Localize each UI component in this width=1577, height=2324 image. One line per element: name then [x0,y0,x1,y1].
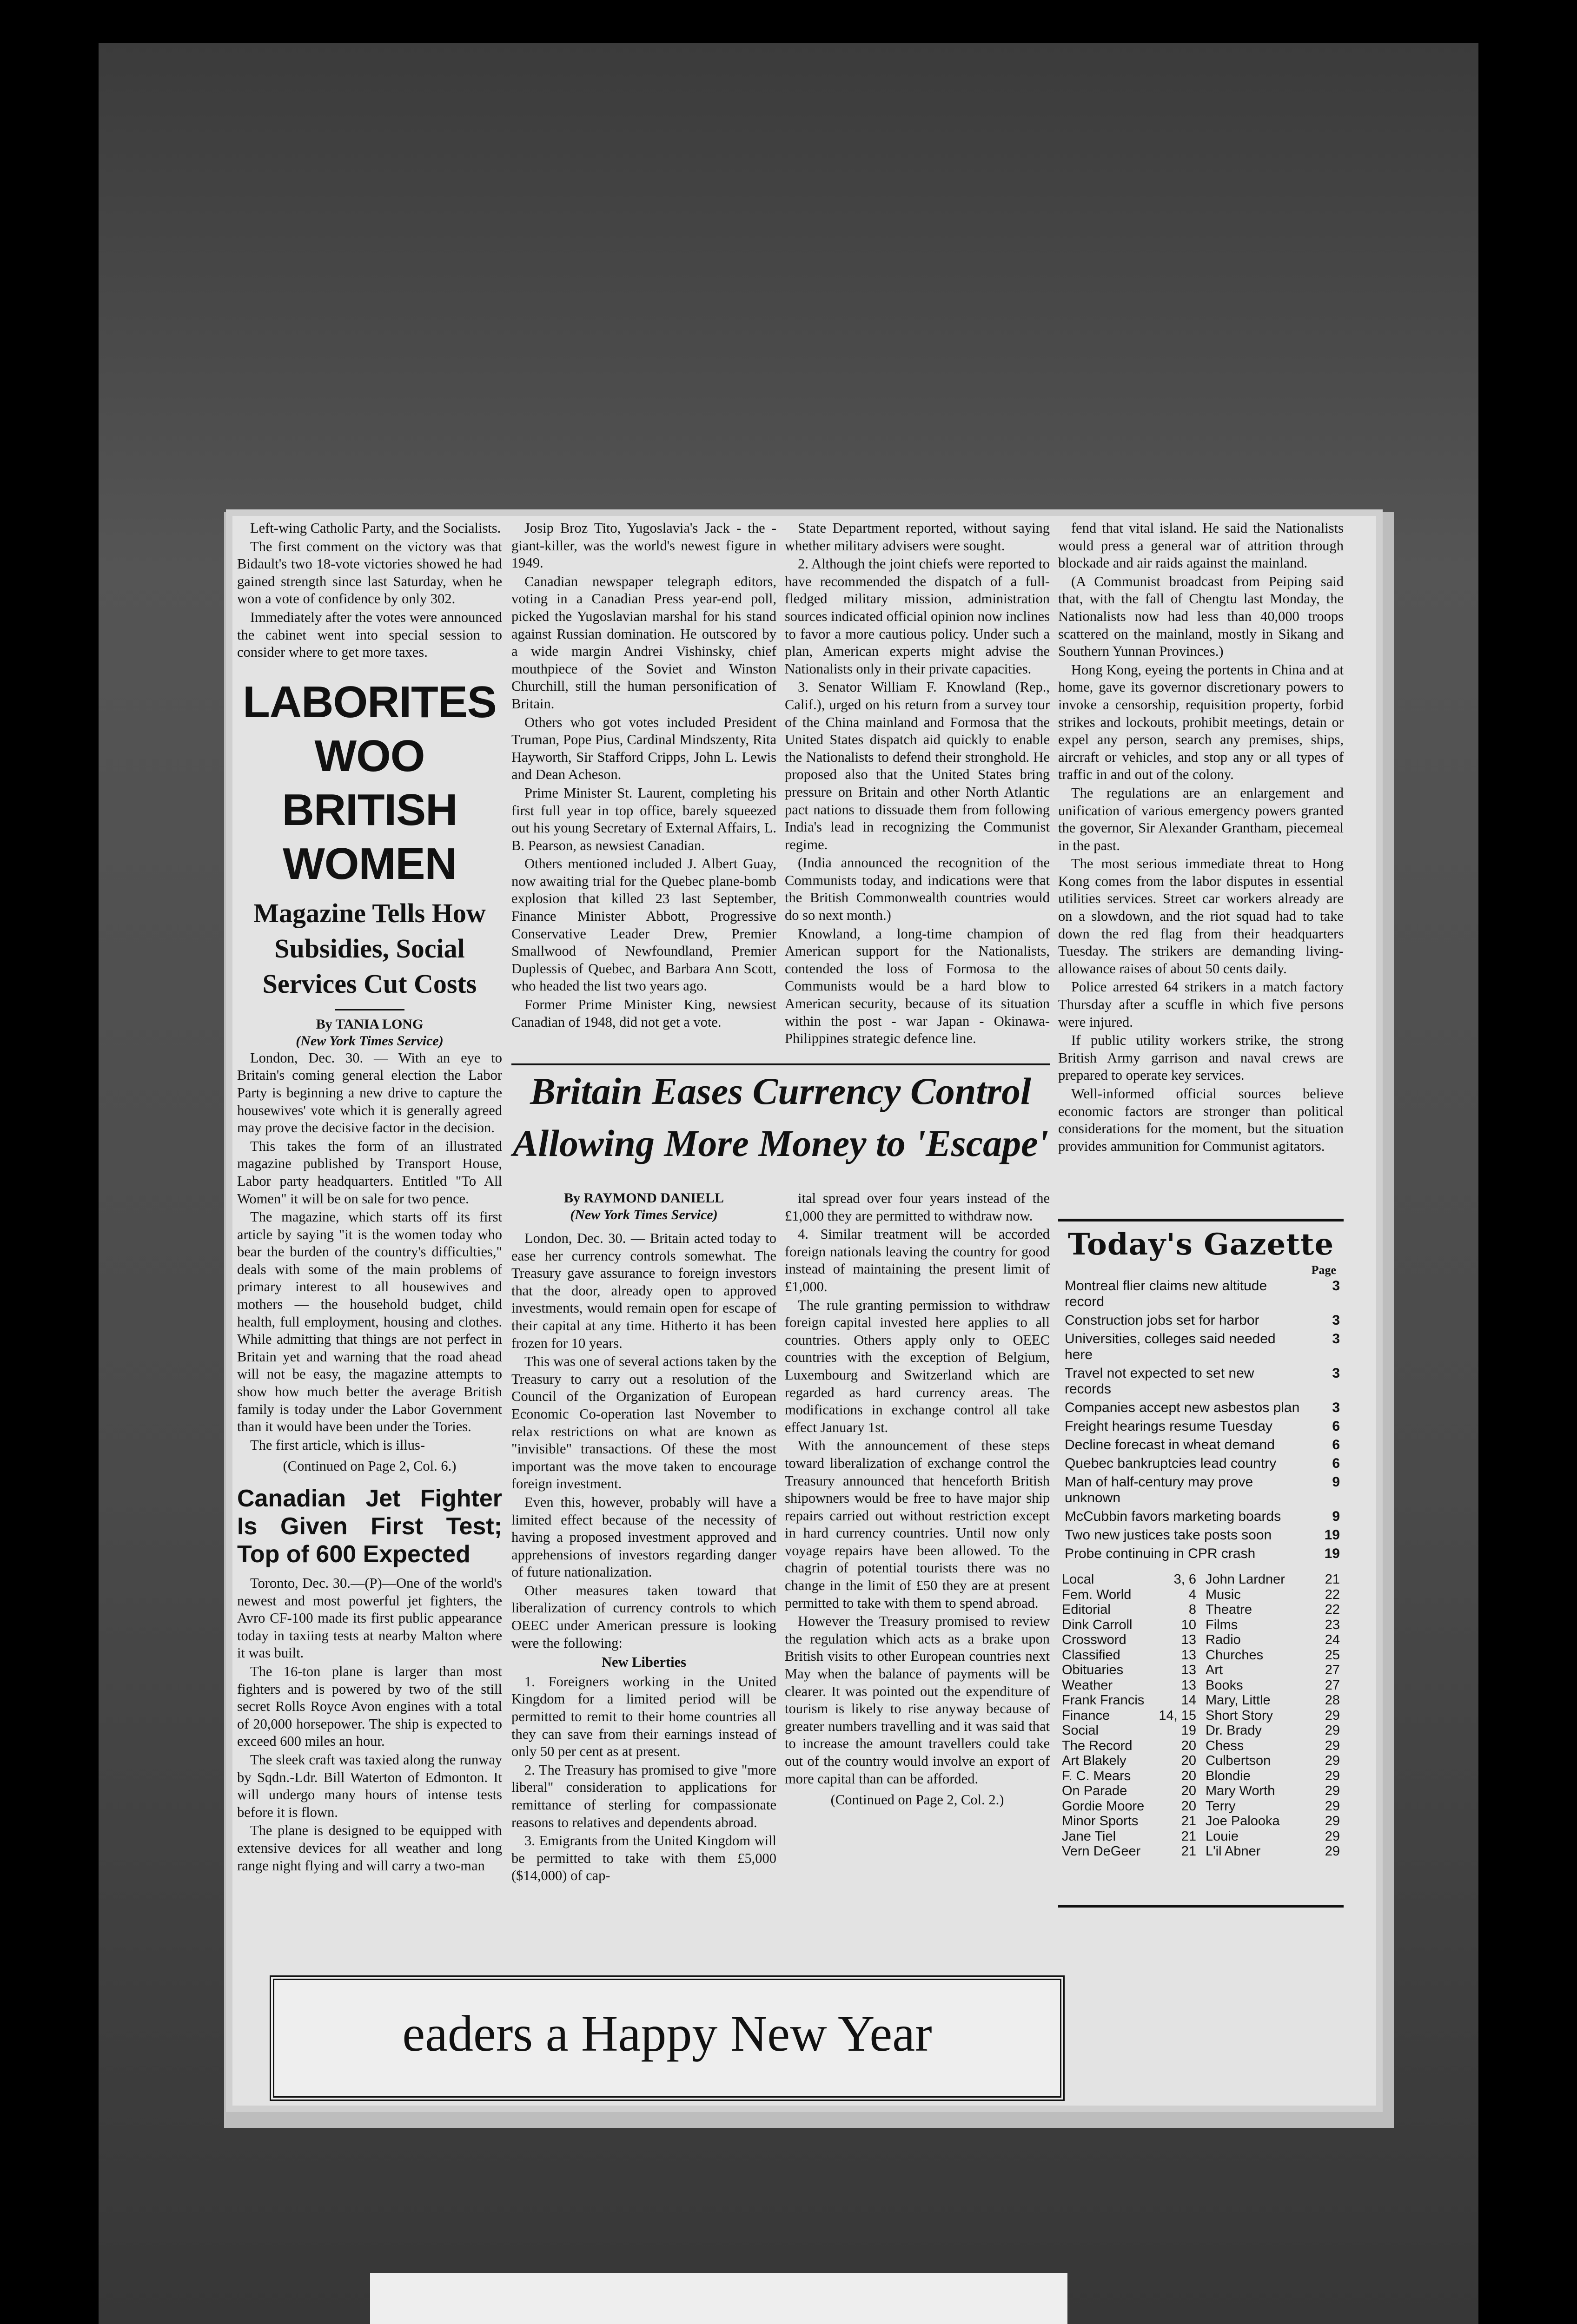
article-paragraph: Others who got votes included President Truman, Pope Pius, Cardinal Mindszenty, Rita Hayworth, Sir Stafford Cripps, John L. Lewis and Dean Acheson. [511,714,776,783]
gazette-item: Probe continuing in CPR crash 19 [1065,1546,1340,1561]
gazette-index-entry: Weather 13 [1062,1677,1196,1693]
gazette-index-entry: Art 27 [1206,1663,1340,1677]
gazette-index-entry: Local 3, 6 [1062,1572,1196,1587]
article-paragraph: Canadian newspaper telegraph editors, voting in a Canadian Press year-end poll, picked the Yugoslavian marshal for his stand against Russian domination. He outscored by a wide margin Andrei Vishinsky, chief mouthpiece of the Soviet and Winston Churchill, still the human personification of Britain. [511,573,776,712]
article-paragraph: fend that vital island. He said the Nationalists would press a general war of attrition through blockade and air raids against the mainland. [1058,520,1344,571]
gazette-index-entry: Art Blakely 20 [1062,1753,1196,1768]
gazette-index-entry: Fem. World 4 [1062,1587,1196,1602]
gazette-item: Universities, colleges said needed here 3 [1065,1331,1340,1362]
article-paragraph: Josip Broz Tito, Yugoslavia's Jack - the - giant-killer, was the world's newest figure in 1949. [511,520,776,571]
currency-body-b [785,1190,1050,1788]
article-paragraph: 3. Emigrants from the United Kingdom will be permitted to take with them £5,000 ($14,000) of cap- [511,1833,776,1884]
gazette-index-entry: John Lardner 21 [1206,1572,1340,1587]
gazette-index-entry: Culbertson 29 [1206,1753,1340,1768]
currency-continued: (Continued on Page 2, Col. 2.) [830,1792,1004,1808]
gazette-index-entry: Gordie Moore 20 [1062,1798,1196,1814]
article-paragraph: Well-informed official sources believe economic factors are stronger than political considerations for the moment, but the situation provides ammunition for Communist agitators. [1058,1086,1344,1154]
gazette-index-entry: Churches 25 [1206,1647,1340,1663]
article-paragraph: (India announced the recognition of the Communists today, and indications were that the British Commonwealth countries would do so next month.) [785,855,1050,924]
article-paragraph: The 16-ton plane is larger than most fighters and is powered by two of the still secret Rolls Royce Avon engines with a total of 20,000 horsepower. The ship is expected to exceed 600 miles an hour. [237,1663,502,1750]
gazette-index-entry: Dink Carroll 10 [1062,1617,1196,1632]
currency-body-a2 [511,1673,776,1885]
article-paragraph: With the announcement of these steps toward liberalization of exchange control the Treasury announced that henceforth British shipowners would be free to have major ship repairs carried out without restriction except in hard currency countries. Until now only voyage repairs have been allowed. To the chagrin of potential tourists there was no change in the limit of £50 they are at present permitted to take with them to spend abroad. [785,1438,1050,1611]
gazette-index-entry: Finance 14, 15 [1062,1708,1196,1723]
currency-body-a [511,1230,776,1652]
gazette-index-entry: Terry 29 [1206,1798,1340,1814]
column-2-top [511,520,776,1060]
gazette-index-entry: Obituaries 13 [1062,1663,1196,1677]
gazette-index-entry: On Parade 20 [1062,1783,1196,1798]
article-paragraph: Knowland, a long-time champion of American support for the Nationalists, contended the loss of Formosa to the Communists would be a hard blow to American security, because of its situation within the post - war Japan - Okinawa-Philippines strategic defence line. [785,925,1050,1047]
gazette-index-entry: F. C. Mears 20 [1062,1768,1196,1783]
gazette-index-entry: Radio 24 [1206,1632,1340,1647]
currency-column-a [511,1190,776,1948]
gazette-index-entry: Chess 29 [1206,1738,1340,1753]
gazette-item: Freight hearings resume Tuesday 6 [1065,1419,1340,1434]
article-paragraph: Prime Minister St. Laurent, completing his first full year in top office, barely squeezed out his young Secretary of External Affairs, L. B. Pearson, as newsiest Canadian. [511,785,776,853]
article-paragraph: However the Treasury promised to review the regulation which acts as a brake upon British visits to other European countries next May when the balance of payments will be clearer. It was pointed out the expenditure of tourism is likely to rise anyway because of greater numbers travelling and it was said that to increase the amount travellers could take out of the country would involve an export of more capital than can be afforded. [785,1613,1050,1787]
article-paragraph: The first article, which is illus- [250,1437,425,1453]
col1-top-story [237,520,502,661]
divider [335,1009,404,1010]
gazette-index-entry: Theatre 22 [1206,1602,1340,1617]
gazette-title: Today's Gazette [1067,1227,1334,1262]
article-paragraph: 4. Similar treatment will be accorded foreign nationals leaving the country for good instead of maintaining the present limit of £1,000. [785,1226,1050,1294]
article-paragraph: Toronto, Dec. 30.—(P)—One of the world's newest and most powerful jet fighters, the Avro CF-100 made its first public appearance today in taxiing tests at nearby Malton where it was built. [237,1575,502,1661]
article-paragraph: If public utility workers strike, the strong British Army garrison and naval crews are prepared to operate key services. [1058,1032,1344,1083]
gazette-index-entry: Crossword 13 [1062,1632,1196,1647]
gazette-index-entry: Films 23 [1206,1617,1340,1632]
gazette-page-label: Page [1311,1263,1336,1277]
article-paragraph: Police arrested 64 strikers in a match factory Thursday after a scuffle in which five persons were injured. [1058,979,1344,1030]
gazette-index-entry: Dr. Brady 29 [1206,1723,1340,1738]
laborites-headline: LABORITES WOO BRITISH WOMEN [243,677,497,889]
article-paragraph: Other measures taken toward that liberalization of currency controls to which OEEC under American pressure is looking were the following: [511,1582,776,1651]
laborites-deck: Magazine Tells How Subsidies, Social Services Cut Costs [253,898,486,999]
article-paragraph: London, Dec. 30. — Britain acted today to ease her currency controls somewhat. The Treasury gave assurance to foreign investors that the door, already open to approved investments, would remain open for escape of their capital at any time. Hitherto it has been frozen for 10 years. [511,1230,776,1351]
article-paragraph: The most serious immediate threat to Hong Kong comes from the labor disputes in essential utilities services. Street car workers already are on a slowdown, and the riot squad had to take down the red flag from their headquarters Tuesday. The strikers are demanding living-allowance raises of about 50 cents daily. [1058,856,1344,977]
gazette-index-entry: Blondie 29 [1206,1768,1340,1783]
film-index-strip [370,2273,1067,2324]
article-paragraph: Immediately after the votes were announced the cabinet went into special session to consider where to get more taxes. [237,609,502,660]
gazette-index-entry: Short Story 29 [1206,1708,1340,1723]
gazette-index-entry: Social 19 [1062,1723,1196,1738]
jet-body [237,1575,502,1875]
article-paragraph: Others mentioned included J. Albert Guay, now awaiting trial for the Quebec plane-bomb explosion that killed 23 last September, Finance Minister Abbott, Progressive Conservative Leader Drew, Premier Smallwood of Newfoundland, Premier Duplessis of Quebec, and Barbara Ann Scott, who headed the list two years ago. [511,856,776,994]
gazette-item: Construction jobs set for harbor 3 [1065,1313,1340,1328]
article-paragraph: Even this, however, probably will have a limited effect because of the necessity of having a proposed investment approved and apprehensions of investors regarding danger of future nationalization. [511,1494,776,1580]
article-paragraph: ital spread over four years instead of the £1,000 they are permitted to withdraw now. [785,1190,1050,1224]
gazette-index-entry: Books 27 [1206,1677,1340,1693]
article-paragraph: 2. The Treasury has promised to give "more liberal" consideration to applications for remittance of sterling for compassionate reasons to relatives and dependents abroad. [511,1762,776,1830]
gazette-index-entry: Frank Francis 14 [1062,1693,1196,1708]
gazette-item: Decline forecast in wheat demand 6 [1065,1437,1340,1452]
article-paragraph: The magazine, which starts off its first article by saying "it is the women today who bear the burden of the country's difficulties," deals with some of the main problems of primary interest to all housewives and mothers — the household budget, child health, full employment, housing and clothes. While admitting that things are not perfect in Britain yet and warning that the road ahead will not be easy, the magazine attempts to show how much better the average British family is today under the Labor Government than it would have been under the Tories. [237,1209,502,1435]
currency-column-b [785,1190,1050,1948]
gazette-item: Travel not expected to set new records 3 [1065,1366,1340,1397]
article-paragraph: The regulations are an enlargement and unification of various emergency powers granted the governor, Sir Alexander Grantham, piecemeal in the past. [1058,785,1344,853]
laborites-service: (New York Times Service) [296,1033,444,1049]
column-4-top [1058,520,1344,1208]
article-paragraph: This was one of several actions taken by the Treasury to carry out a resolution of the Council of the Organization of European Economic Co-operation last November to relax restrictions on what are known as "invisible" transactions. Of these the most important was the move taken to encourage foreign investment. [511,1353,776,1492]
happy-new-year-banner: eaders a Happy New Year [270,1975,1065,2101]
laborites-continued: (Continued on Page 2, Col. 6.) [283,1458,457,1474]
jet-headline: Canadian Jet Fighter Is Given First Test; Top of 600 Expected [237,1485,502,1568]
gazette-item: Two new justices take posts soon 19 [1065,1527,1340,1543]
currency-subhead: New Liberties [601,1654,687,1670]
article-paragraph: (A Communist broadcast from Peiping said that, with the fall of Chengtu last Monday, the Nationalists now had less than 40,000 troops scattered on the mainland, mostly in Sikang and Southern Yunnan Provinces.) [1058,573,1344,660]
gazette-item: Companies accept new asbestos plan 3 [1065,1400,1340,1415]
gazette-index [1058,1572,1344,1859]
gazette-index-entry: Mary Worth 29 [1206,1783,1340,1798]
currency-headline-text: Britain Eases Currency Control Allowing More Money to 'Escape' [512,1070,1049,1164]
gazette-index-entry: Vern DeGeer 21 [1062,1844,1196,1859]
article-paragraph: London, Dec. 30. — With an eye to Britain's coming general election the Labor Party is beginning a new drive to capture the housewives' vote which it is generally agreed may prove the decisive factor in the decision. [237,1050,502,1136]
article-paragraph: 2. Although the joint chiefs were reported to have recommended the dispatch of a full-fledged military mission, administration sources indicated official opinion now inclines to favor a more cautious policy. Under such a plan, American experts might advise the Nationalists only in their private capacities. [785,556,1050,677]
gazette-index-entry: Classified 13 [1062,1647,1196,1663]
laborites-byline: By TANIA LONG [316,1016,424,1032]
newspaper-page [232,516,1376,2106]
todays-gazette-box [1058,1219,1344,1908]
gazette-index-entry: Music 22 [1206,1587,1340,1602]
gazette-item: Man of half-century may prove unknown 9 [1065,1474,1340,1505]
currency-headline [511,1063,1050,1186]
article-paragraph: This takes the form of an illustrated magazine published by Transport House, Labor party headquarters. Entitled "To All Women" it will be on sale for two pence. [237,1138,502,1207]
gazette-item: Montreal flier claims new altitude record 3 [1065,1278,1340,1309]
currency-service: (New York Times Service) [570,1207,718,1222]
article-paragraph: Former Prime Minister King, newsiest Canadian of 1948, did not get a vote. [511,997,776,1030]
gazette-items [1058,1277,1344,1564]
gazette-index-entry: Joe Palooka 29 [1206,1814,1340,1829]
column-1 [237,520,502,1956]
article-paragraph: The first comment on the victory was that Bidault's two 18-vote victories showed he had gained strength since last Saturday, when he won a vote of confidence by only 302. [237,538,502,607]
gazette-index-entry: The Record 20 [1062,1738,1196,1753]
gazette-item: Quebec bankruptcies lead country 6 [1065,1456,1340,1471]
article-paragraph: Hong Kong, eyeing the portents in China and at home, gave its governor discretionary powers to invoke a censorship, requisition property, forbid strikes and lockouts, prohibit meetings, detain or expel any person, search any premises, ships, aircraft or vehicles, and stop any or all types of traffic in and out of the colony. [1058,661,1344,783]
gazette-index-entry: L'il Abner 29 [1206,1844,1340,1859]
article-paragraph: Left-wing Catholic Party, and the Socialists. [250,520,501,536]
gazette-index-entry: Jane Tiel 21 [1062,1829,1196,1844]
article-paragraph: 1. Foreigners working in the United Kingdom for a limited period will be permitted to remit to their home countries all they can save from their earnings instead of only 50 per cent as at present. [511,1673,776,1760]
gazette-index-entry: Louie 29 [1206,1829,1340,1844]
article-paragraph: The sleek craft was taxied along the runway by Sqdn.-Ldr. Bill Waterton of Edmonton. It will undergo many hours of intense tests before it is flown. [237,1751,502,1820]
gazette-item: McCubbin favors marketing boards 9 [1065,1509,1340,1524]
article-paragraph: 3. Senator William F. Knowland (Rep., Calif.), urged on his return from a survey tour of the China mainland and Formosa that the United States dispatch aid quickly to enable the Nationalists to defend their stronghold. He proposed also that the United States bring pressure on Britain and other North Atlantic pact nations to dissuade them from following India's lead in recognizing the Communist regime. [785,679,1050,852]
column-3-top [785,520,1050,1060]
laborites-body [237,1050,502,1454]
article-paragraph: The plane is designed to be equipped with extensive devices for all weather and long range night flying and will carry a two-man [237,1822,502,1874]
article-paragraph: State Department reported, without saying whether military advisers were sought. [785,520,1050,554]
gazette-index-entry: Mary, Little 28 [1206,1693,1340,1708]
gazette-index-entry: Minor Sports 21 [1062,1814,1196,1829]
gazette-index-entry: Editorial 8 [1062,1602,1196,1617]
article-paragraph: The rule granting permission to withdraw foreign capital invested here applies to all countries. Others apply only to OEEC countries with the exception of Belgium, Luxembourg and Switzerland which are regarded as hard currency areas. The modifications in exchange control all take effect January 1st. [785,1297,1050,1435]
currency-byline: By RAYMOND DANIELL [564,1190,724,1206]
